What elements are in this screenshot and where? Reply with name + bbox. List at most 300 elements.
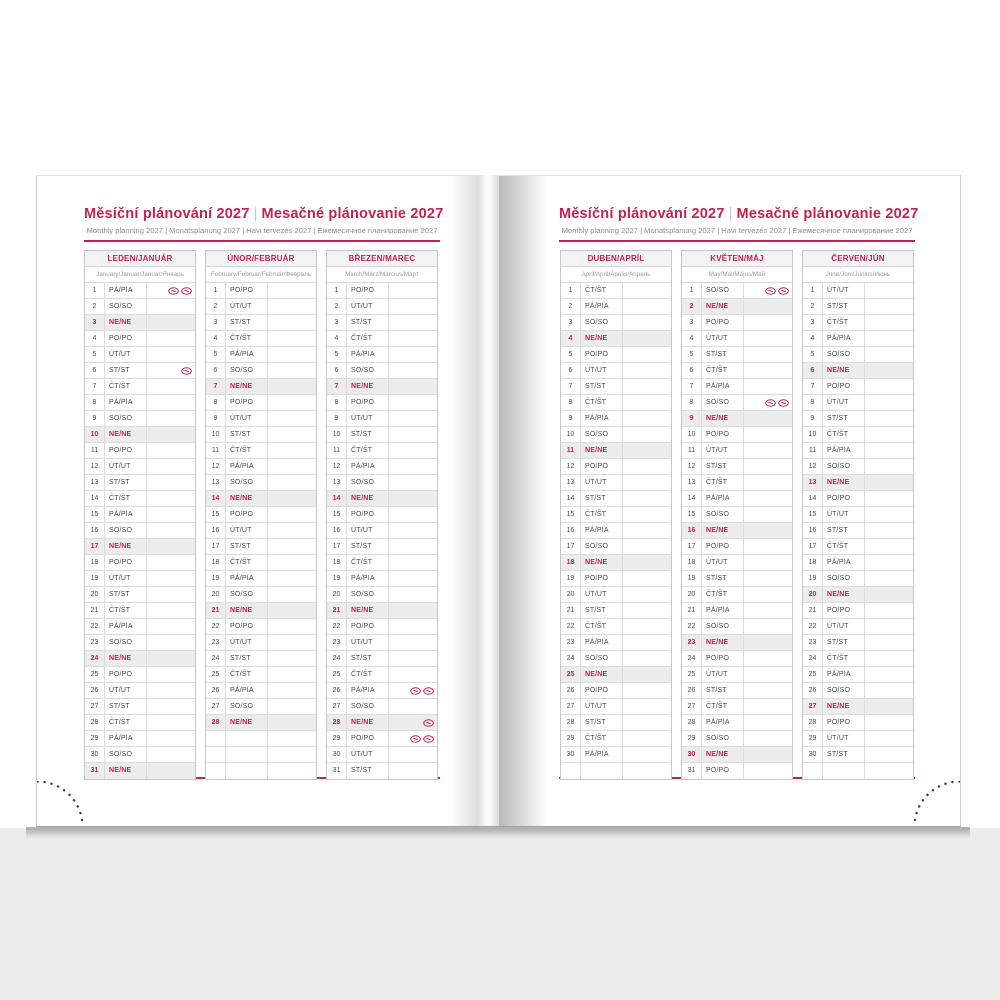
day-abbrev: SO/SO: [347, 587, 389, 602]
right-page-heading: [559, 206, 919, 235]
day-abbrev: SO/SO: [702, 619, 744, 634]
day-row: [206, 491, 316, 507]
day-abbrev: NE/NE: [347, 603, 389, 618]
notes-cell: [147, 699, 195, 714]
day-number: 1: [803, 283, 823, 298]
day-number: 23: [561, 635, 581, 650]
day-abbrev: PÁ/PIA: [105, 619, 147, 634]
day-row: [85, 683, 195, 699]
day-row: [206, 603, 316, 619]
day-number: 20: [85, 587, 105, 602]
day-abbrev: PO/PO: [105, 331, 147, 346]
holiday-icon: [765, 399, 776, 407]
notes-cell: [744, 363, 792, 378]
month-name: ÚNOR/FEBRUÁR: [206, 251, 316, 267]
notes-cell: [744, 763, 792, 779]
holiday-icon: [410, 687, 421, 695]
day-row: [803, 331, 913, 347]
day-number: 4: [682, 331, 702, 346]
day-number: 15: [561, 507, 581, 522]
day-number: 9: [206, 411, 226, 426]
day-row: [682, 571, 792, 587]
notes-cell: [744, 619, 792, 634]
day-number: 14: [561, 491, 581, 506]
notes-cell: [147, 635, 195, 650]
day-abbrev: NE/NE: [347, 715, 389, 730]
day-row: [206, 411, 316, 427]
day-row: [682, 619, 792, 635]
day-row: [561, 507, 671, 523]
day-abbrev: ČT/ŠT: [823, 539, 865, 554]
notes-cell: [623, 619, 671, 634]
notes-cell: [623, 731, 671, 746]
day-abbrev: PO/PO: [105, 555, 147, 570]
notes-cell: [389, 491, 437, 506]
notes-cell: [744, 635, 792, 650]
day-row: [682, 459, 792, 475]
month-column-kveten: [681, 250, 793, 780]
day-row: [803, 555, 913, 571]
notes-cell: [623, 667, 671, 682]
perforation-arc-right: [914, 781, 960, 827]
day-number: 14: [682, 491, 702, 506]
notes-cell: [147, 379, 195, 394]
day-abbrev: NE/NE: [823, 699, 865, 714]
day-number: 19: [561, 571, 581, 586]
notes-cell: [865, 443, 913, 458]
day-row: [803, 539, 913, 555]
day-abbrev: PÁ/PIA: [823, 667, 865, 682]
day-number: 20: [561, 587, 581, 602]
notes-cell: [623, 331, 671, 346]
day-row: [327, 507, 437, 523]
notes-cell: [268, 699, 316, 714]
day-number: 11: [561, 443, 581, 458]
day-number: 9: [327, 411, 347, 426]
notes-cell: [744, 331, 792, 346]
day-abbrev: PÁ/PIA: [105, 507, 147, 522]
day-number: 10: [327, 427, 347, 442]
day-number: 19: [206, 571, 226, 586]
day-abbrev: NE/NE: [702, 523, 744, 538]
notes-cell: [268, 379, 316, 394]
day-number: 25: [803, 667, 823, 682]
day-row: [327, 683, 437, 699]
day-number: 21: [85, 603, 105, 618]
notes-cell: [623, 299, 671, 314]
day-number: 12: [682, 459, 702, 474]
day-abbrev: SO/SO: [105, 299, 147, 314]
day-abbrev: PO/PO: [581, 459, 623, 474]
day-number: 18: [206, 555, 226, 570]
day-abbrev: PO/PO: [581, 347, 623, 362]
day-row: [327, 427, 437, 443]
day-abbrev: ST/ST: [105, 475, 147, 490]
page-title: [559, 206, 919, 222]
day-number: 1: [682, 283, 702, 298]
notes-cell: [389, 555, 437, 570]
day-row: [206, 475, 316, 491]
notes-cell: [865, 523, 913, 538]
day-abbrev: PO/PO: [105, 667, 147, 682]
day-row: [85, 475, 195, 491]
day-number: 25: [85, 667, 105, 682]
notes-cell: [865, 571, 913, 586]
notes-cell: [147, 363, 195, 378]
page-shadow: [26, 827, 970, 839]
day-number: 3: [803, 315, 823, 330]
day-abbrev: ST/ST: [581, 603, 623, 618]
day-number: 22: [803, 619, 823, 634]
day-number: 27: [85, 699, 105, 714]
day-row: [85, 459, 195, 475]
day-abbrev: PÁ/PIA: [823, 555, 865, 570]
notes-cell: [744, 315, 792, 330]
day-abbrev: SO/SO: [226, 363, 268, 378]
day-row: [561, 299, 671, 315]
day-row: [85, 747, 195, 763]
notes-cell: [623, 395, 671, 410]
day-row: [85, 347, 195, 363]
notes-cell: [623, 651, 671, 666]
day-row: [206, 283, 316, 299]
notes-cell: [865, 379, 913, 394]
notes-cell: [268, 667, 316, 682]
day-number: 1: [85, 283, 105, 298]
notes-cell: [744, 747, 792, 762]
day-row: [561, 539, 671, 555]
day-number: 9: [803, 411, 823, 426]
day-number: 25: [327, 667, 347, 682]
day-number: 5: [561, 347, 581, 362]
day-abbrev: ČT/ŠT: [823, 427, 865, 442]
notes-cell: [623, 283, 671, 298]
month-column-duben: [560, 250, 672, 780]
day-abbrev: NE/NE: [105, 427, 147, 442]
day-abbrev: ÚT/UT: [823, 731, 865, 746]
month-rows: [327, 283, 437, 779]
day-row: [327, 379, 437, 395]
day-abbrev: ÚT/UT: [823, 619, 865, 634]
day-row: [561, 379, 671, 395]
day-abbrev: PO/PO: [226, 619, 268, 634]
day-row: [85, 587, 195, 603]
notes-cell: [268, 763, 316, 779]
day-abbrev: ČT/ŠT: [581, 619, 623, 634]
notes-cell: [865, 587, 913, 602]
day-abbrev: NE/NE: [702, 411, 744, 426]
title-separator: |: [253, 206, 258, 222]
day-number: 10: [85, 427, 105, 442]
day-abbrev: NE/NE: [226, 491, 268, 506]
empty-row: [803, 763, 913, 779]
day-number: 10: [206, 427, 226, 442]
day-number: 25: [682, 667, 702, 682]
left-page-heading: [84, 206, 444, 235]
notes-cell: [389, 683, 437, 698]
day-row: [327, 619, 437, 635]
day-number: 28: [803, 715, 823, 730]
day-abbrev: PO/PO: [347, 619, 389, 634]
day-abbrev: SO/SO: [347, 699, 389, 714]
notes-cell: [147, 411, 195, 426]
day-number: 17: [206, 539, 226, 554]
day-row: [327, 523, 437, 539]
day-number: 29: [327, 731, 347, 746]
day-row: [206, 715, 316, 731]
notes-cell: [268, 523, 316, 538]
day-abbrev: ÚT/UT: [823, 395, 865, 410]
day-row: [85, 555, 195, 571]
day-number: 16: [327, 523, 347, 538]
day-number: 16: [803, 523, 823, 538]
day-number: 27: [561, 699, 581, 714]
notes-cell: [623, 699, 671, 714]
notes-cell: [744, 379, 792, 394]
day-row: [803, 379, 913, 395]
day-number: 6: [803, 363, 823, 378]
day-number: 26: [206, 683, 226, 698]
day-number: 28: [682, 715, 702, 730]
day-number: 23: [327, 635, 347, 650]
day-abbrev: PÁ/PIA: [347, 347, 389, 362]
day-row: [206, 363, 316, 379]
day-abbrev: PO/PO: [105, 443, 147, 458]
day-number: 17: [561, 539, 581, 554]
day-number: 6: [682, 363, 702, 378]
day-row: [85, 283, 195, 299]
day-number: [206, 747, 226, 762]
day-abbrev: SO/SO: [702, 507, 744, 522]
day-row: [327, 747, 437, 763]
day-abbrev: ČT/ŠT: [581, 395, 623, 410]
notes-cell: [268, 715, 316, 730]
notes-cell: [623, 459, 671, 474]
day-row: [206, 651, 316, 667]
day-abbrev: NE/NE: [702, 635, 744, 650]
day-number: 24: [682, 651, 702, 666]
day-number: 4: [206, 331, 226, 346]
day-number: 22: [561, 619, 581, 634]
day-number: 3: [561, 315, 581, 330]
day-row: [85, 507, 195, 523]
notes-cell: [865, 731, 913, 746]
notes-cell: [865, 315, 913, 330]
notes-cell: [389, 667, 437, 682]
day-number: 27: [682, 699, 702, 714]
day-row: [206, 555, 316, 571]
notes-cell: [865, 683, 913, 698]
notes-cell: [623, 491, 671, 506]
day-abbrev: NE/NE: [581, 667, 623, 682]
empty-row: [561, 763, 671, 779]
day-abbrev: ČT/ŠT: [702, 475, 744, 490]
day-abbrev: PÁ/PIA: [581, 635, 623, 650]
day-abbrev: PÁ/PIA: [226, 347, 268, 362]
notes-cell: [623, 347, 671, 362]
day-row: [803, 667, 913, 683]
day-abbrev: PO/PO: [581, 571, 623, 586]
empty-row: [206, 731, 316, 747]
day-abbrev: ST/ST: [105, 587, 147, 602]
day-row: [206, 571, 316, 587]
day-abbrev: PO/PO: [347, 395, 389, 410]
day-number: 26: [803, 683, 823, 698]
day-abbrev: [823, 763, 865, 779]
day-row: [206, 539, 316, 555]
day-abbrev: ČT/ŠT: [581, 731, 623, 746]
day-abbrev: ČT/ŠT: [702, 699, 744, 714]
day-abbrev: ČT/ŠT: [226, 667, 268, 682]
day-row: [327, 635, 437, 651]
month-rows: [803, 283, 913, 779]
day-row: [561, 667, 671, 683]
day-number: 28: [561, 715, 581, 730]
notes-cell: [865, 619, 913, 634]
day-number: 17: [682, 539, 702, 554]
day-number: 27: [327, 699, 347, 714]
notes-cell: [147, 683, 195, 698]
day-abbrev: ST/ST: [226, 427, 268, 442]
day-abbrev: SO/SO: [105, 635, 147, 650]
day-row: [682, 347, 792, 363]
day-number: 30: [803, 747, 823, 762]
notes-cell: [389, 347, 437, 362]
day-row: [327, 491, 437, 507]
day-abbrev: PO/PO: [823, 379, 865, 394]
day-row: [327, 555, 437, 571]
day-row: [682, 715, 792, 731]
day-number: 20: [327, 587, 347, 602]
day-row: [206, 523, 316, 539]
day-abbrev: NE/NE: [581, 331, 623, 346]
day-row: [682, 603, 792, 619]
notes-cell: [268, 283, 316, 298]
notes-cell: [147, 603, 195, 618]
day-abbrev: [226, 731, 268, 746]
day-abbrev: [581, 763, 623, 779]
day-abbrev: PÁ/PIA: [581, 523, 623, 538]
day-number: 11: [803, 443, 823, 458]
day-number: 24: [561, 651, 581, 666]
notes-cell: [865, 363, 913, 378]
notes-cell: [744, 443, 792, 458]
notes-cell: [147, 299, 195, 314]
day-number: 25: [561, 667, 581, 682]
gutter-shade-left: [451, 176, 477, 826]
notes-cell: [865, 603, 913, 618]
notes-cell: [389, 283, 437, 298]
day-row: [561, 635, 671, 651]
notes-cell: [744, 571, 792, 586]
notes-cell: [865, 283, 913, 298]
day-abbrev: SO/SO: [823, 683, 865, 698]
day-row: [327, 347, 437, 363]
month-subtitle: February/Februar/Február/Февраль: [206, 267, 316, 283]
day-number: 13: [561, 475, 581, 490]
notes-cell: [865, 635, 913, 650]
notes-cell: [389, 699, 437, 714]
notes-cell: [268, 747, 316, 762]
day-row: [85, 427, 195, 443]
day-abbrev: ÚT/UT: [581, 363, 623, 378]
day-number: 8: [85, 395, 105, 410]
day-number: 2: [561, 299, 581, 314]
day-number: 27: [803, 699, 823, 714]
month-subtitle: March/März/Március/Март: [327, 267, 437, 283]
title-czech: Měsíční plánování 2027: [84, 206, 250, 222]
notes-cell: [268, 507, 316, 522]
day-number: 18: [327, 555, 347, 570]
day-row: [803, 507, 913, 523]
day-abbrev: NE/NE: [581, 555, 623, 570]
day-number: 5: [682, 347, 702, 362]
notes-cell: [389, 395, 437, 410]
day-number: 22: [327, 619, 347, 634]
day-row: [327, 763, 437, 779]
day-abbrev: PO/PO: [702, 539, 744, 554]
day-row: [682, 763, 792, 779]
month-name: DUBEN/APRÍL: [561, 251, 671, 267]
day-number: 30: [85, 747, 105, 762]
month-column-unor: [205, 250, 317, 780]
day-number: 9: [561, 411, 581, 426]
notes-cell: [744, 459, 792, 474]
notes-cell: [389, 587, 437, 602]
day-row: [561, 315, 671, 331]
day-number: [206, 731, 226, 746]
day-row: [682, 427, 792, 443]
day-row: [206, 331, 316, 347]
day-row: [327, 315, 437, 331]
day-row: [327, 395, 437, 411]
day-row: [682, 379, 792, 395]
day-abbrev: ČT/ŠT: [347, 555, 389, 570]
notes-cell: [389, 427, 437, 442]
day-row: [206, 315, 316, 331]
day-abbrev: SO/SO: [226, 587, 268, 602]
day-row: [327, 443, 437, 459]
notes-cell: [744, 603, 792, 618]
notes-cell: [268, 571, 316, 586]
day-row: [206, 379, 316, 395]
day-abbrev: PÁ/PIA: [105, 283, 147, 298]
page-subtitle: Monthly planning 2027 | Monatsplanung 2027 | Havi tervezés 2027 | Ежемесячное планирование 2027: [86, 226, 438, 235]
holiday-icon: [778, 399, 789, 407]
notes-cell: [623, 587, 671, 602]
day-abbrev: ÚT/UT: [226, 523, 268, 538]
notes-cell: [623, 635, 671, 650]
notes-cell: [865, 395, 913, 410]
day-number: 12: [85, 459, 105, 474]
day-number: 29: [682, 731, 702, 746]
day-row: [561, 619, 671, 635]
day-abbrev: ÚT/UT: [226, 635, 268, 650]
top-rule-left: [84, 240, 440, 242]
day-abbrev: SO/SO: [226, 699, 268, 714]
day-number: 5: [206, 347, 226, 362]
page-title: [84, 206, 444, 222]
day-number: 11: [85, 443, 105, 458]
day-abbrev: NE/NE: [347, 491, 389, 506]
top-rule-right: [559, 240, 915, 242]
day-row: [803, 395, 913, 411]
day-abbrev: ÚT/UT: [702, 443, 744, 458]
day-row: [85, 715, 195, 731]
day-number: 13: [803, 475, 823, 490]
day-row: [85, 395, 195, 411]
day-number: 16: [85, 523, 105, 538]
